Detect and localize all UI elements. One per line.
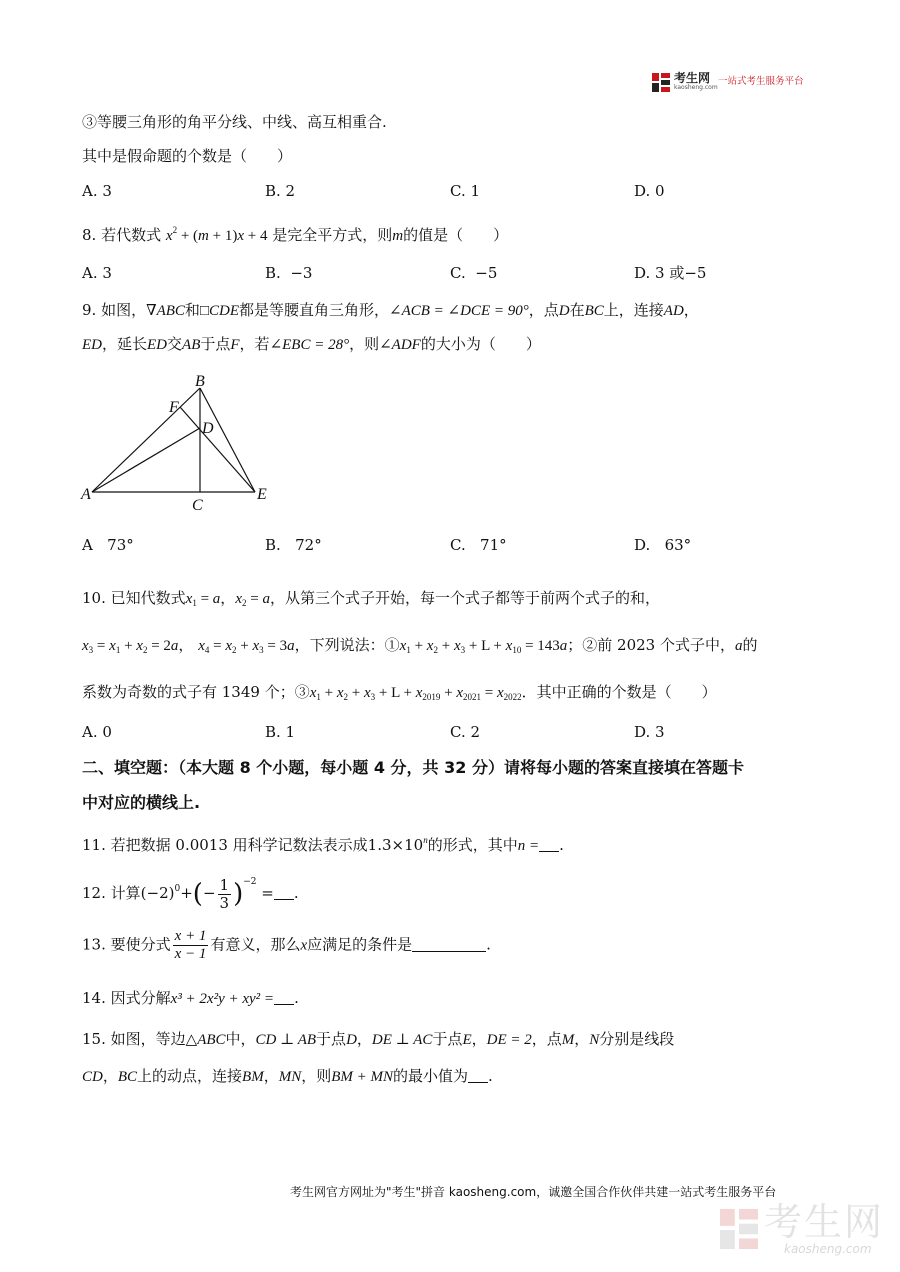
label-b: B [195,373,205,390]
watermark-logo-icon [720,1206,758,1252]
q8-post2: 的值是（ ） [403,226,509,244]
q9-option-b: B. 72° [265,536,322,554]
q12-stem: 12. 计算$(-2)^0+(-$ $\frac{1}{3}$ )$^{-2}$ = . [82,875,299,912]
kaosheng-logo-icon [652,73,670,92]
q13-stem: 13. 要使分式 $\frac{x + 1}{x - 1}$ 有意义，那么x应满足的条件是 . [82,928,491,962]
q7-option-c: C. 1 [450,182,481,200]
watermark-url: kaosheng.com [784,1242,872,1256]
q9-option-a: A 73° [82,536,134,554]
q10-stem-line2: $x_3 = x_1 + x_2 = 2a$， $x_4 = x_2 + x_3 = 3a$，下列说法：$①x_1 + x_2 + x_3 + L + x_{10} = 143a$；②前 2023 个式子中，a的 [82,636,758,655]
line-ef [180,407,255,492]
q8-expression: $x^2 + (m + 1)x + 4$ [165,225,268,244]
q8-number: 8. [82,226,97,244]
q8-pre: 若代数式 [101,226,162,244]
footer-text: 考生网官方网址为"考生"拼音 kaosheng.com，诚邀全国合作伙伴共建一站式考生服务平台 [290,1185,777,1199]
q10-stem-line3: 系数为奇数的式子有 1349 个；$③x_1 + x_2 + x_3 + L + x_{2019} + x_{2021} = x_{2022}$．其中正确的个数是（ ） [82,683,717,702]
q8-option-c: C. −5 [450,264,498,282]
logo-slogan: 一站式考生服务平台 [718,76,804,87]
label-d: D [202,420,214,437]
q9-figure [80,370,280,515]
q15-stem-line2: CD，BC上的动点，连接BM，MN，则BM + MN的最小值为 . [82,1067,493,1085]
q10-option-a: A. 0 [82,723,112,741]
q10-option-b: B. 1 [265,723,296,741]
q7-question: 其中是假命题的个数是（ ） [82,147,293,165]
section2-heading-line2: 中对应的横线上. [82,793,201,812]
q9-stem-line2: ED，延长ED交AB于点F，若∠EBC = 28°，则∠ADF的大小为（ ） [82,335,541,353]
line-ab [92,388,200,492]
q14-answer-blank[interactable] [274,990,294,1005]
q13-answer-blank[interactable] [412,937,486,952]
q10-option-c: C. 2 [450,723,481,741]
q7-option-b: B. 2 [265,182,296,200]
q7-item3: ③等腰三角形的角平分线、中线、高互相重合. [82,113,387,131]
q8-stem [82,220,508,246]
section2-heading-line1: 二、填空题：（本大题 8 个小题，每小题 4 分，共 32 分）请将每小题的答案直接填在答题卡 [82,758,744,777]
q15-answer-blank[interactable] [468,1068,488,1083]
header-logo [652,72,824,94]
watermark-name: 考生网 [764,1200,885,1244]
q15-stem-line1: 15. 如图，等边△ABC中，CD ⊥ AB于点D，DE ⊥ AC于点E，DE = 2，点M，N分别是线段 [82,1030,675,1048]
q9-option-d: D. 63° [634,536,692,554]
label-f: F [169,399,179,416]
q9-stem-line1: 9. 如图，∇ABC和□CDE都是等腰直角三角形，∠ACB = ∠DCE = 90°，点D在BC上，连接AD， [82,301,699,319]
q8-option-d: D. 3 或−5 [634,264,707,282]
label-c: C [192,497,203,514]
line-ad [92,428,200,492]
q11-stem: 11. 若把数据 0.0013 用科学记数法表示成$1.3\times 10^n$的形式，其中n = . [82,835,564,854]
q13-fraction: $\frac{x + 1}{x - 1}$ [174,928,207,962]
label-a: A [81,486,91,503]
q12-fraction: $\frac{1}{3}$ [219,875,230,912]
q12-answer-blank[interactable] [274,885,294,900]
q7-option-d: D. 0 [634,182,665,200]
logo-url: kaosheng.com [674,84,718,91]
q9-option-c: C. 71° [450,536,507,554]
q10-option-d: D. 3 [634,723,665,741]
q8-post: 是完全平方式，则 [272,226,393,244]
q8-option-b: B. −3 [265,264,313,282]
q7-option-a: A. 3 [82,182,112,200]
logo-name: 考生网 [674,71,711,85]
label-e: E [257,486,267,503]
q11-answer-blank[interactable] [539,837,559,852]
q8-option-a: A. 3 [82,264,112,282]
line-be [200,388,255,492]
q14-stem: 14. 因式分解x³ + 2x²y + xy² = . [82,989,299,1007]
q8-m: m [392,228,404,244]
q10-stem-line1: 10. 已知代数式$x_1 = a$，$x_2 = a$，从第三个式子开始，每一个式子都等于前两个式子的和， [82,589,660,608]
watermark [720,1200,890,1260]
